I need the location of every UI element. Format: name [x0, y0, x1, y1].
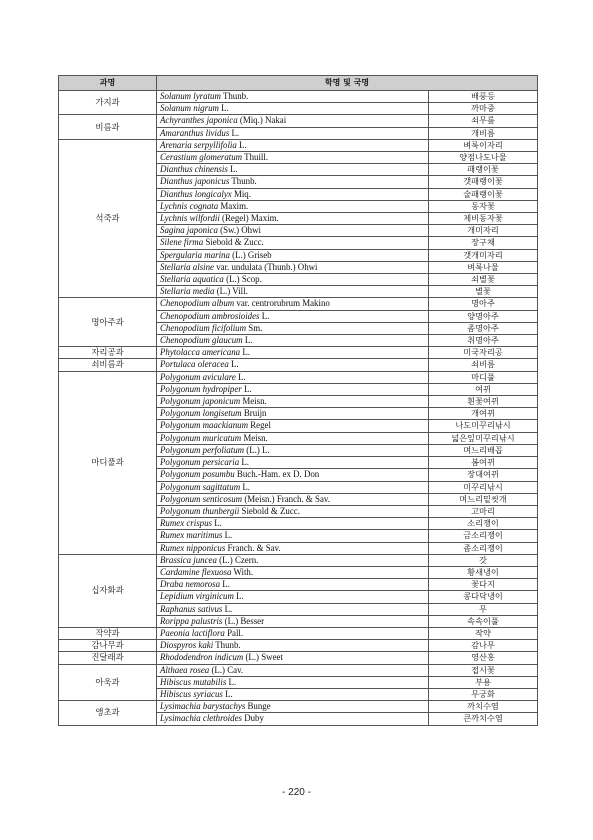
- author-citation: L.: [231, 127, 240, 138]
- korean-name-cell: 속속이풀: [429, 615, 538, 627]
- korean-name-cell: 부용: [429, 676, 538, 688]
- author-citation: Duby: [244, 713, 264, 724]
- author-citation: L.: [242, 481, 250, 492]
- author-citation: Thuill.: [244, 152, 269, 163]
- korean-name-cell: 배풍등: [429, 91, 538, 103]
- author-citation: (L.) Griseb: [232, 249, 272, 260]
- scientific-name: Lysimachia barystachys: [160, 701, 246, 712]
- scientific-name-cell: [157, 200, 429, 212]
- table-row: [59, 139, 538, 151]
- scientific-name-cell: [157, 261, 429, 273]
- author-citation: Pall.: [227, 627, 244, 638]
- scientific-name: Rumex crispus: [160, 518, 213, 529]
- scientific-name-cell: [157, 420, 429, 432]
- table-body: [59, 91, 538, 726]
- korean-name-cell: 취명아주: [429, 335, 538, 347]
- author-citation: (Regel) Maxim.: [222, 213, 279, 224]
- scientific-name: Spergularia marina: [160, 249, 230, 260]
- korean-name-cell: 갯패랭이꽃: [429, 176, 538, 188]
- korean-name-cell: 제비동자꽃: [429, 213, 538, 225]
- author-citation: Siebold & Zucc.: [205, 237, 264, 248]
- scientific-name-cell: [157, 396, 429, 408]
- table-row: [59, 652, 538, 664]
- scientific-name-cell: [157, 457, 429, 469]
- family-cell: 가지과: [59, 91, 157, 115]
- author-citation: L.: [238, 371, 246, 382]
- scientific-name: Achyranthes japonica: [160, 115, 238, 126]
- scientific-name-cell: [157, 298, 429, 310]
- korean-name-cell: 술패랭이꽃: [429, 188, 538, 200]
- scientific-name: Polygonum perfoliatum: [160, 444, 245, 455]
- table-row: [59, 115, 538, 127]
- scientific-name: Chenopodium ambrosioides: [160, 310, 260, 321]
- scientific-name: Chenopodium glaucum: [160, 335, 243, 346]
- korean-name-cell: 갯개미자리: [429, 249, 538, 261]
- scientific-name: Paeonia lactiflora: [160, 627, 225, 638]
- table-row: [59, 371, 538, 383]
- scientific-name: Dianthus japonicus: [160, 176, 230, 187]
- korean-name-cell: 콩다닥냉이: [429, 591, 538, 603]
- scientific-name-cell: [157, 481, 429, 493]
- scientific-name-cell: [157, 164, 429, 176]
- scientific-name-cell: [157, 383, 429, 395]
- korean-name-cell: 까마중: [429, 103, 538, 115]
- korean-name-cell: 며느리배꼽: [429, 444, 538, 456]
- scientific-name: Hibiscus mutabilis: [160, 676, 227, 687]
- korean-name-cell: 접시꽃: [429, 664, 538, 676]
- table-header-row: [59, 76, 538, 91]
- korean-name-cell: 동자꽃: [429, 200, 538, 212]
- scientific-name: Stellaria alsine: [160, 261, 214, 272]
- korean-name-cell: 마디풀: [429, 371, 538, 383]
- scientific-name: Polygonum longisetum: [160, 408, 242, 419]
- korean-name-cell: 미꾸리낚시: [429, 481, 538, 493]
- scientific-name-cell: [157, 225, 429, 237]
- author-citation: (L.) Cav.: [211, 664, 244, 675]
- table-row: [59, 347, 538, 359]
- scientific-name: Stellaria aquatica: [160, 274, 224, 285]
- author-citation: (L.) Besser: [224, 615, 265, 626]
- scientific-name-cell: [157, 493, 429, 505]
- scientific-name-cell: [157, 627, 429, 639]
- korean-name-cell: 나도미꾸리낚시: [429, 420, 538, 432]
- korean-name-cell: 여뀌: [429, 383, 538, 395]
- family-cell: 명아주과: [59, 298, 157, 347]
- scientific-name-cell: [157, 664, 429, 676]
- scientific-name: Polygonum hydropiper: [160, 383, 242, 394]
- korean-name-cell: 쇠비름: [429, 359, 538, 371]
- scientific-name-cell: [157, 469, 429, 481]
- korean-name-cell: 소리쟁이: [429, 518, 538, 530]
- author-citation: (Sw.) Ohwi: [220, 225, 261, 236]
- author-citation: (L.) Scop.: [226, 274, 262, 285]
- author-citation: Bruijn: [243, 408, 267, 419]
- scientific-name-cell: [157, 347, 429, 359]
- scientific-name: Lychnis cognata: [160, 200, 219, 211]
- author-citation: L.: [230, 164, 238, 175]
- author-citation: L.: [230, 359, 239, 370]
- author-citation: Thunb.: [215, 640, 241, 651]
- korean-name-cell: 양명아주: [429, 310, 538, 322]
- scientific-name: Raphanus sativus: [160, 603, 223, 614]
- scientific-name-cell: [157, 701, 429, 713]
- author-citation: Miq.: [233, 188, 251, 199]
- korean-name-cell: 며느리밑씻개: [429, 493, 538, 505]
- scientific-name-cell: [157, 176, 429, 188]
- scientific-name-cell: [157, 591, 429, 603]
- family-cell: 마디풀과: [59, 371, 157, 554]
- scientific-name: Arenaria serpyllifolia: [160, 139, 237, 150]
- scientific-name: Diospyros kaki: [160, 640, 214, 651]
- scientific-name: Chenopodium album: [160, 298, 235, 309]
- korean-name-cell: 명아주: [429, 298, 538, 310]
- scientific-name: Cerastium glomeratum: [160, 152, 243, 163]
- author-citation: L.: [241, 457, 249, 468]
- scientific-name-cell: [157, 579, 429, 591]
- korean-name-cell: 장구채: [429, 237, 538, 249]
- scientific-name-cell: [157, 115, 429, 127]
- scientific-name: Lychnis wilfordii: [160, 213, 220, 224]
- scientific-name-cell: [157, 676, 429, 688]
- korean-name-cell: 패랭이꽃: [429, 164, 538, 176]
- table-row: [59, 627, 538, 639]
- scientific-name: Rorippa palustris: [160, 615, 223, 626]
- scientific-name: Brassica juncea: [160, 554, 217, 565]
- korean-name-cell: 무궁화: [429, 688, 538, 700]
- korean-name-cell: 개비름: [429, 127, 538, 139]
- author-citation: Regel: [250, 420, 271, 431]
- author-citation: var. centrorubrum Makino: [236, 298, 330, 309]
- korean-name-cell: 영산홍: [429, 652, 538, 664]
- author-citation: (Miq.) Nakai: [239, 115, 287, 126]
- korean-name-cell: 양점나도나물: [429, 152, 538, 164]
- author-citation: L.: [214, 518, 222, 529]
- author-citation: L.: [261, 310, 270, 321]
- scientific-name-cell: [157, 152, 429, 164]
- scientific-name-cell: [157, 188, 429, 200]
- family-cell: 석죽과: [59, 139, 157, 298]
- scientific-name-cell: [157, 286, 429, 298]
- author-citation: (L.) Vill.: [216, 286, 248, 297]
- scientific-name: Polygonum muricatum: [160, 432, 242, 443]
- scientific-name-cell: [157, 322, 429, 334]
- author-citation: var. undulata (Thunb.) Ohwi: [216, 261, 318, 272]
- author-citation: L.: [239, 139, 247, 150]
- scientific-name: Draba nemorosa: [160, 579, 221, 590]
- table-row: [59, 701, 538, 713]
- scientific-name: Polygonum posumbu: [160, 469, 235, 480]
- author-citation: Sm.: [248, 322, 263, 333]
- scientific-name: Solanum lyratum: [160, 91, 221, 101]
- author-citation: Meisn.: [243, 432, 268, 443]
- scientific-name: Polygonum thunbergii: [160, 505, 240, 516]
- korean-name-cell: 큰까치수염: [429, 713, 538, 725]
- scientific-name-cell: [157, 310, 429, 322]
- scientific-name-cell: [157, 408, 429, 420]
- scientific-name-cell: [157, 542, 429, 554]
- korean-name-cell: 금소리쟁이: [429, 530, 538, 542]
- author-citation: (L.) L.: [246, 444, 270, 455]
- korean-name-cell: 개여뀌: [429, 408, 538, 420]
- author-citation: (L.) Sweet: [245, 652, 283, 663]
- scientific-name: Rumex maritimus: [160, 530, 223, 541]
- scientific-name: Polygonum aviculare: [160, 371, 236, 382]
- scientific-name-cell: [157, 274, 429, 286]
- author-citation: L.: [243, 383, 252, 394]
- scientific-name: Polygonum sagittatum: [160, 481, 241, 492]
- author-citation: L.: [244, 335, 253, 346]
- family-cell: 진달래과: [59, 652, 157, 664]
- korean-name-cell: 황새냉이: [429, 566, 538, 578]
- species-table: [58, 75, 538, 726]
- korean-name-cell: 좀소리쟁이: [429, 542, 538, 554]
- author-citation: L.: [225, 688, 233, 699]
- korean-name-cell: 갓: [429, 554, 538, 566]
- scientific-name-cell: [157, 444, 429, 456]
- korean-name-cell: 별꽃: [429, 286, 538, 298]
- korean-name-cell: 고마리: [429, 505, 538, 517]
- author-citation: (L.) Czern.: [219, 554, 259, 565]
- scientific-name: Lysimachia clethroides: [160, 713, 242, 724]
- table-row: [59, 554, 538, 566]
- scientific-name: Portulaca oleracea: [160, 359, 229, 370]
- scientific-name-cell: [157, 530, 429, 542]
- scientific-name: Dianthus chinensis: [160, 164, 228, 175]
- family-cell: 십자화과: [59, 554, 157, 627]
- family-cell: 비름과: [59, 115, 157, 139]
- author-citation: L.: [228, 676, 237, 687]
- family-cell: 작약과: [59, 627, 157, 639]
- scientific-name: Sagina japonica: [160, 225, 218, 236]
- scientific-name: Dianthus longicalyx: [160, 188, 232, 199]
- author-citation: Maxim.: [220, 200, 249, 211]
- korean-name-cell: 봄여뀌: [429, 457, 538, 469]
- scientific-name: Lepidium virginicum: [160, 591, 234, 602]
- scientific-name-cell: [157, 566, 429, 578]
- scientific-name-cell: [157, 518, 429, 530]
- author-citation: L.: [224, 530, 233, 541]
- scientific-name: Stellaria media: [160, 286, 215, 297]
- korean-name-cell: 벼룩나물: [429, 261, 538, 273]
- family-cell: 자리공과: [59, 347, 157, 359]
- author-citation: Thunb.: [222, 91, 249, 101]
- table-row: [59, 640, 538, 652]
- table-row: [59, 664, 538, 676]
- author-citation: L.: [224, 603, 233, 614]
- author-citation: L.: [236, 591, 244, 602]
- scientific-name: Rumex nipponicus: [160, 542, 226, 553]
- scientific-name: Silene firma: [160, 237, 204, 248]
- scientific-name: Polygonum senticosum: [160, 493, 243, 504]
- korean-name-cell: 개미자리: [429, 225, 538, 237]
- scientific-name-cell: [157, 371, 429, 383]
- scientific-name: Amaranthus lividus: [160, 127, 230, 138]
- header-name: 학명 및 국명: [157, 76, 538, 91]
- scientific-name-cell: [157, 359, 429, 371]
- page-number: - 220 -: [282, 787, 311, 798]
- scientific-name: Rhododendron indicum: [160, 652, 244, 663]
- scientific-name-cell: [157, 127, 429, 139]
- family-cell: 감나무과: [59, 640, 157, 652]
- author-citation: Thunb.: [231, 176, 257, 187]
- table-row: [59, 91, 538, 103]
- author-citation: L.: [221, 103, 229, 114]
- author-citation: (Meisn.) Franch. & Sav.: [244, 493, 331, 504]
- family-cell: 쇠비름과: [59, 359, 157, 371]
- scientific-name: Solanum nigrum: [160, 103, 219, 114]
- scientific-name: Hibiscus syriacus: [160, 688, 223, 699]
- scientific-name: Chenopodium ficifolium: [160, 322, 247, 333]
- table-row: [59, 359, 538, 371]
- author-citation: Bunge: [247, 701, 271, 712]
- header-family: 과명: [59, 76, 157, 91]
- scientific-name-cell: [157, 505, 429, 517]
- author-citation: Siebold & Zucc.: [241, 505, 300, 516]
- author-citation: With.: [233, 566, 254, 577]
- scientific-name-cell: [157, 554, 429, 566]
- korean-name-cell: 작약: [429, 627, 538, 639]
- korean-name-cell: 좀명아주: [429, 322, 538, 334]
- korean-name-cell: 쇠별꽃: [429, 274, 538, 286]
- scientific-name-cell: [157, 652, 429, 664]
- author-citation: Buch.-Ham. ex D. Don: [236, 469, 320, 480]
- scientific-name-cell: [157, 91, 429, 103]
- author-citation: Meisn.: [242, 396, 267, 407]
- scientific-name: Phytolacca americana: [160, 347, 241, 358]
- scientific-name-cell: [157, 432, 429, 444]
- korean-name-cell: 쇠무릎: [429, 115, 538, 127]
- author-citation: L.: [222, 579, 230, 590]
- scientific-name-cell: [157, 713, 429, 725]
- korean-name-cell: 장대여뀌: [429, 469, 538, 481]
- scientific-name: Cardamine flexuosa: [160, 566, 232, 577]
- scientific-name-cell: [157, 103, 429, 115]
- scientific-name-cell: [157, 603, 429, 615]
- korean-name-cell: 넓은잎미꾸리낚시: [429, 432, 538, 444]
- korean-name-cell: 감나무: [429, 640, 538, 652]
- scientific-name-cell: [157, 249, 429, 261]
- scientific-name-cell: [157, 213, 429, 225]
- scientific-name: Polygonum persicaria: [160, 457, 240, 468]
- korean-name-cell: 미국자리공: [429, 347, 538, 359]
- korean-name-cell: 무: [429, 603, 538, 615]
- scientific-name-cell: [157, 139, 429, 151]
- scientific-name: Althaea rosea: [160, 664, 210, 675]
- scientific-name-cell: [157, 640, 429, 652]
- korean-name-cell: 꽃다지: [429, 579, 538, 591]
- family-cell: 아욱과: [59, 664, 157, 701]
- family-cell: 앵초과: [59, 701, 157, 725]
- korean-name-cell: 벼룩이자리: [429, 139, 538, 151]
- korean-name-cell: 까치수염: [429, 701, 538, 713]
- scientific-name-cell: [157, 688, 429, 700]
- korean-name-cell: 흰꽃여뀌: [429, 396, 538, 408]
- scientific-name-cell: [157, 335, 429, 347]
- table-row: [59, 298, 538, 310]
- author-citation: Franch. & Sav.: [227, 542, 281, 553]
- author-citation: L.: [242, 347, 250, 358]
- scientific-name-cell: [157, 615, 429, 627]
- scientific-name: Polygonum japonicum: [160, 396, 241, 407]
- scientific-name: Polygonum maackianum: [160, 420, 248, 431]
- scientific-name-cell: [157, 237, 429, 249]
